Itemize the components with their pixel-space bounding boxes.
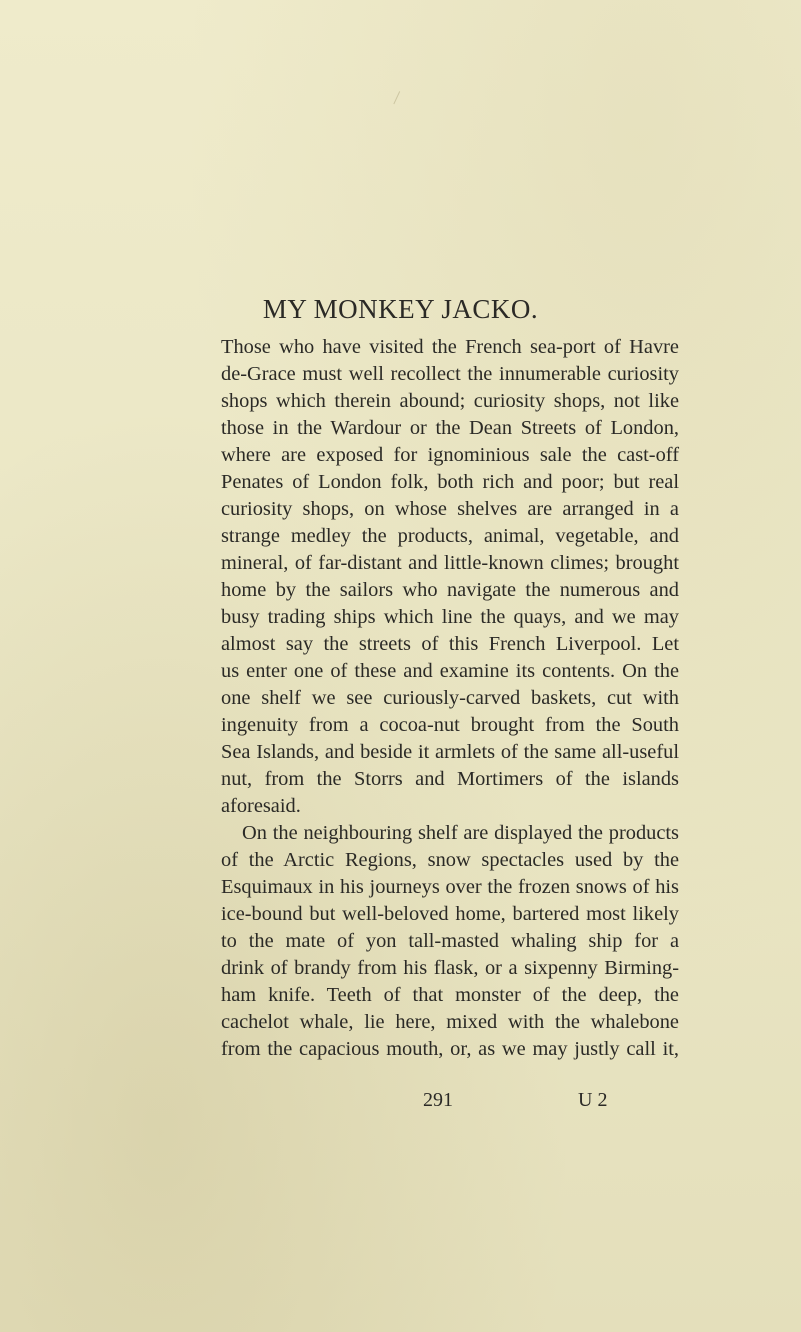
text-line: almost say the streets of this French Liverpool. Let <box>221 633 679 655</box>
text-line: to the mate of yon tall-masted whaling ship for a <box>221 930 679 952</box>
text-line: from the capacious mouth, or, as we may justly call it, <box>221 1038 679 1060</box>
text-line: home by the sailors who navigate the numerous and <box>221 579 679 601</box>
text-line: Penates of London folk, both rich and poor; but real <box>221 471 679 493</box>
chapter-title: MY MONKEY JACKO. <box>262 294 539 324</box>
text-line: shops which therein abound; curiosity shops, not like <box>221 390 679 412</box>
text-line: de-Grace must well recollect the innumerable curiosity <box>221 363 679 385</box>
text-line: Esquimaux in his journeys over the frozen snows of his <box>221 876 679 898</box>
paragraph-1 <box>221 334 679 820</box>
text-line: Those who have visited the French sea-port of Havre <box>221 336 679 358</box>
text-line: where are exposed for ignominious sale the cast-off <box>221 444 679 466</box>
text-line: us enter one of these and examine its contents. On the <box>221 660 679 682</box>
text-line: those in the Wardour or the Dean Streets of London, <box>221 417 679 439</box>
text-line: aforesaid. <box>221 795 301 817</box>
text-line: mineral, of far-distant and little-known climes; brought <box>221 552 679 574</box>
text-line: Sea Islands, and beside it armlets of the same all-useful <box>221 741 679 763</box>
text-line: of the Arctic Regions, snow spectacles used by the <box>221 849 679 871</box>
text-line: On the neighbouring shelf are displayed the products <box>242 822 679 844</box>
text-line: nut, from the Storrs and Mortimers of the islands <box>221 768 679 790</box>
text-line: ham knife. Teeth of that monster of the deep, the <box>221 984 679 1006</box>
text-line: ice-bound but well-beloved home, bartered most likely <box>221 903 679 925</box>
text-line: one shelf we see curiously-carved baskets, cut with <box>221 687 679 709</box>
pencil-mark <box>393 91 405 107</box>
text-line: ingenuity from a cocoa-nut brought from the South <box>221 714 679 736</box>
paragraph-2 <box>221 820 679 1063</box>
body-text <box>221 334 679 1063</box>
text-line: strange medley the products, animal, vegetable, and <box>221 525 679 547</box>
text-line: curiosity shops, on whose shelves are arranged in a <box>221 498 679 520</box>
text-line: cachelot whale, lie here, mixed with the whalebone <box>221 1011 679 1033</box>
text-line: drink of brandy from his flask, or a sixpenny Birming- <box>221 957 679 979</box>
page-number: 291 <box>423 1089 453 1111</box>
text-line: busy trading ships which line the quays, and we may <box>221 606 679 628</box>
signature-mark: U 2 <box>578 1089 608 1111</box>
